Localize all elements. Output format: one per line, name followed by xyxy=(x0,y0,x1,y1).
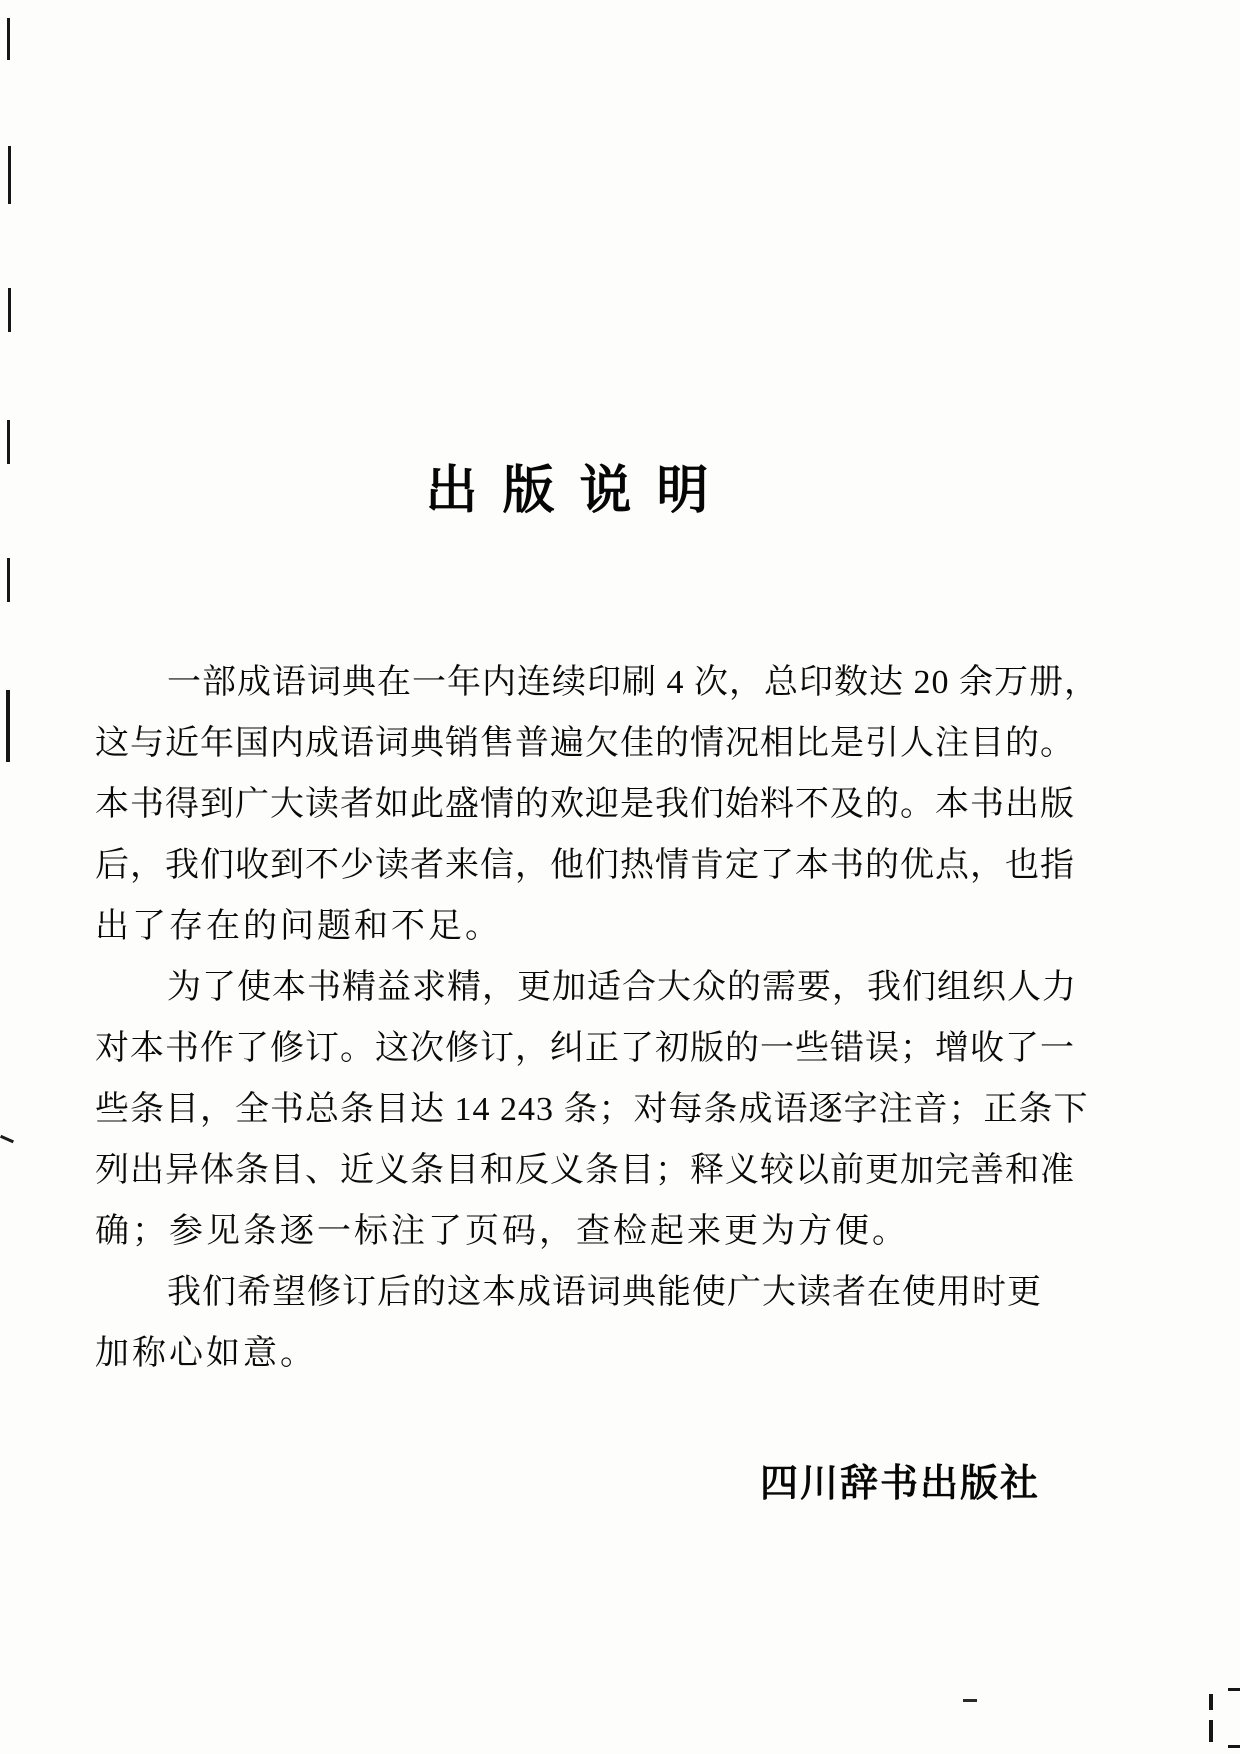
scan-artifact-left-5 xyxy=(7,558,10,602)
text-line: 这与近年国内成语词典销售普遍欠佳的情况相比是引人注目的。 xyxy=(95,725,1075,762)
scan-artifact-tick xyxy=(0,1126,18,1144)
page-title: 出 版 说 明 xyxy=(425,463,715,520)
scan-artifact-left-6 xyxy=(6,690,10,762)
text-line: 后，我们收到不少读者来信，他们热情肯定了本书的优点，也指 xyxy=(95,847,1075,884)
text-line: 出了存在的问题和不足。 xyxy=(95,908,502,945)
text-line: 本书得到广大读者如此盛情的欢迎是我们始料不及的。本书出版 xyxy=(95,786,1075,823)
scan-artifact-bottom-right-1 xyxy=(1209,1694,1213,1710)
publisher-signature: 四川辞书出版社 xyxy=(759,1463,1040,1505)
text-line: 为了使本书精益求精，更加适合大众的需要，我们组织人力 xyxy=(167,969,1077,1006)
text-line: 确；参见条逐一标注了页码，查检起来更为方便。 xyxy=(95,1213,909,1250)
scan-artifact-left-1 xyxy=(7,18,10,60)
body-text xyxy=(95,652,1099,1384)
text-line: 列出异体条目、近义条目和反义条目；释义较以前更加完善和准 xyxy=(95,1152,1075,1189)
scan-artifact-left-4 xyxy=(7,420,10,464)
text-line: 对本书作了修订。这次修订，纠正了初版的一些错误；增收了一 xyxy=(95,1030,1075,1067)
scan-artifact-bottom-right-2 xyxy=(1209,1720,1213,1742)
text-line: 些条目，全书总条目达 14 243 条；对每条成语逐字注音；正条下 xyxy=(95,1091,1089,1128)
text-line: 我们希望修订后的这本成语词典能使广大读者在使用时更 xyxy=(167,1274,1042,1311)
scan-artifact-bracket xyxy=(1228,1688,1240,1748)
scan-artifact-left-3 xyxy=(8,288,11,332)
text-line: 加称心如意。 xyxy=(95,1335,317,1372)
text-line: 一部成语词典在一年内连续印刷 4 次，总印数达 20 余万册， xyxy=(167,664,1099,701)
scan-artifact-left-2 xyxy=(8,146,11,204)
scan-artifact-dash xyxy=(963,1699,977,1702)
